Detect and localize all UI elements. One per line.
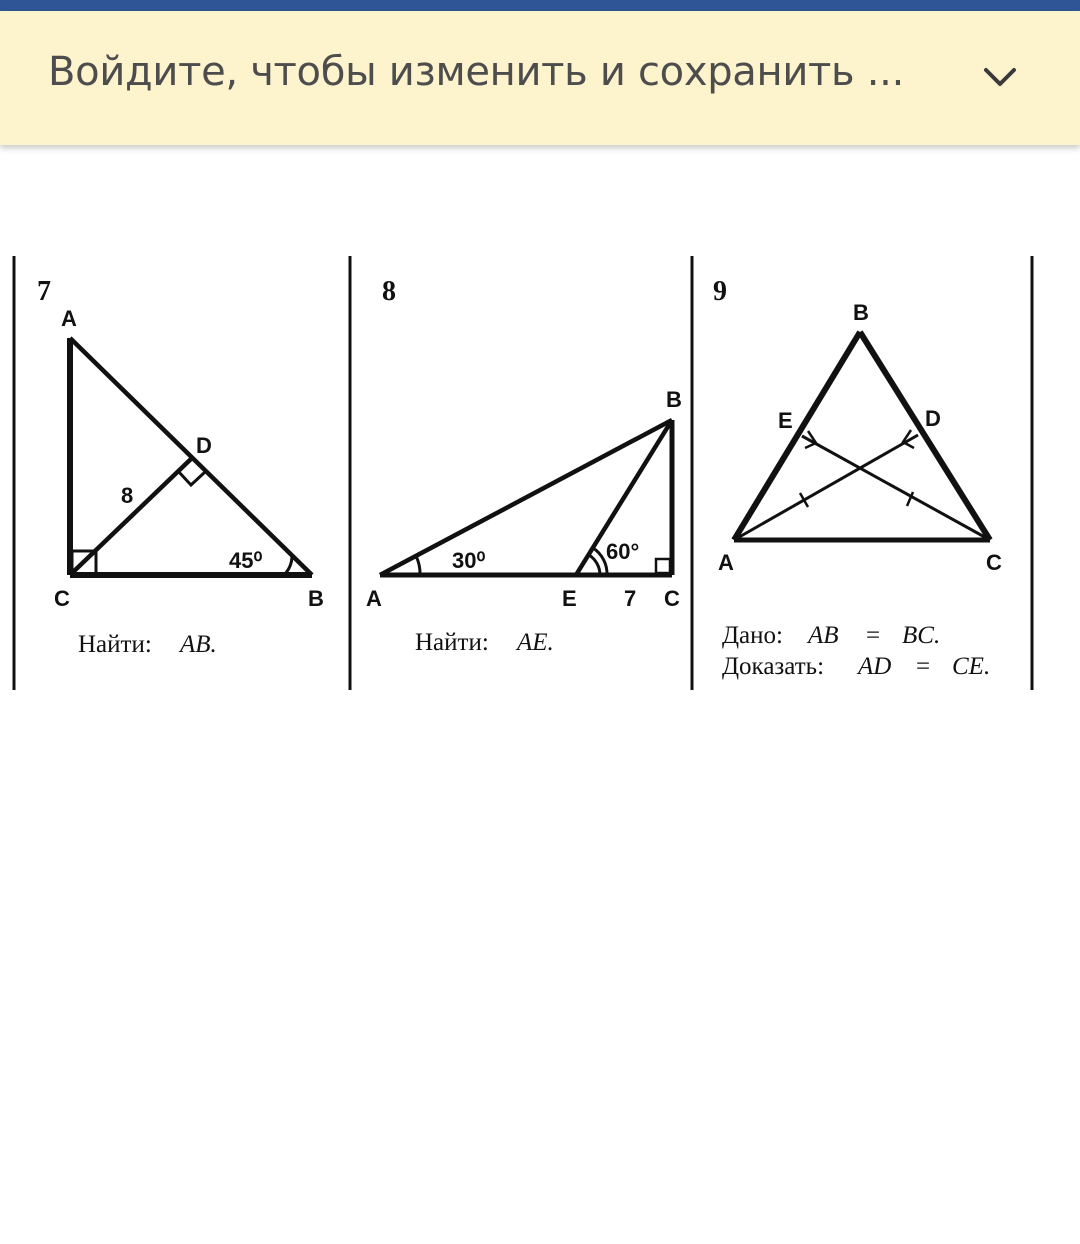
problem-8-number: 8 <box>382 276 396 307</box>
problem-8-angle-a: 30⁰ <box>452 548 486 573</box>
problem-9 <box>713 276 1002 680</box>
problem-7-segment-cd: 8 <box>121 483 134 508</box>
problem-7-caption-prefix: Найти: <box>78 631 152 658</box>
problem-7-point-a: A <box>61 306 77 331</box>
problem-9-given-prefix: Дано: <box>722 622 783 649</box>
problem-8-point-b: B <box>666 387 682 412</box>
banner-text: Войдите, чтобы изменить и сохранить ... <box>48 49 904 95</box>
problem-7-point-c: C <box>54 586 70 611</box>
problem-9-prove-eq: = <box>916 653 931 680</box>
problem-9-point-d: D <box>925 406 941 431</box>
problem-9-number: 9 <box>713 276 727 307</box>
problem-7-number: 7 <box>37 276 51 307</box>
problem-7 <box>37 276 324 658</box>
problem-9-point-c: C <box>986 550 1002 575</box>
problem-8 <box>366 276 682 656</box>
sign-in-banner[interactable] <box>0 11 1080 145</box>
problem-7-caption-value: AB. <box>180 631 217 658</box>
problem-9-point-b: B <box>853 300 869 325</box>
problem-7-angle-b: 45⁰ <box>229 548 263 573</box>
problem-9-given-right: BC. <box>902 622 941 649</box>
problem-9-triangle <box>734 332 990 540</box>
problem-9-point-a: A <box>718 550 734 575</box>
problem-8-caption-prefix: Найти: <box>415 629 489 656</box>
problem-7-triangle <box>70 338 312 575</box>
problem-8-angle-e: 60° <box>606 539 640 564</box>
problem-9-prove-left: AD <box>858 653 892 680</box>
problem-9-given-eq: = <box>866 622 881 649</box>
problem-8-caption-value: AE. <box>517 629 554 656</box>
problem-9-prove-prefix: Доказать: <box>722 653 825 680</box>
problem-8-segment-ec: 7 <box>624 586 637 611</box>
chevron-down-icon[interactable] <box>978 61 1022 95</box>
geometry-problems-image <box>0 250 1080 692</box>
problem-7-point-b: B <box>308 586 324 611</box>
problem-9-point-e: E <box>778 408 793 433</box>
problem-8-point-e: E <box>562 586 577 611</box>
problem-8-point-c: C <box>664 586 680 611</box>
problem-9-prove-right: CE. <box>952 653 991 680</box>
top-accent-bar <box>0 0 1080 11</box>
problem-7-point-d: D <box>196 433 212 458</box>
problem-9-given-left: AB <box>808 622 839 649</box>
problem-8-point-a: A <box>366 586 382 611</box>
